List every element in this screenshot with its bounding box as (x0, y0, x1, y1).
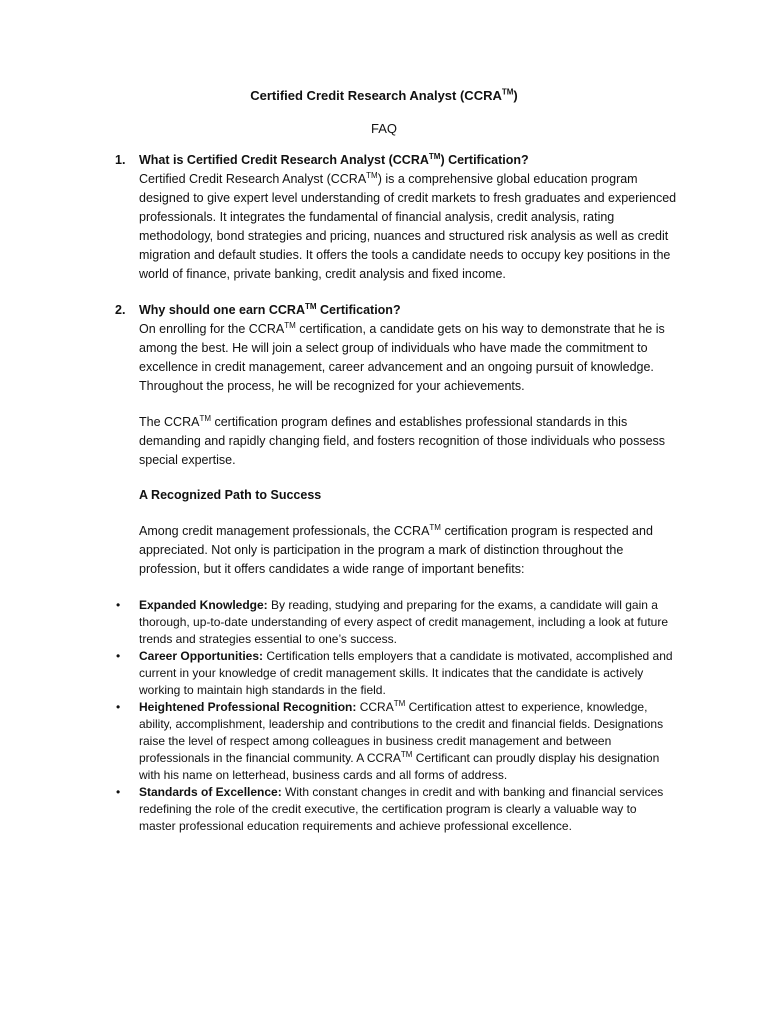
bullet-icon: • (116, 598, 121, 612)
list-item (0, 648, 674, 699)
q1-question-text: What is Certified Credit Research Analyst (CCRA (139, 153, 429, 167)
bullet-icon: • (116, 700, 121, 714)
q2-p2-body: certification program defines and establishes professional standards in this demanding and rapidly changing field, and fosters recognition of those individuals who possess special expertise. (139, 415, 666, 467)
q2-paragraph-3 (139, 522, 684, 579)
bullet-text: By reading, studying and preparing for the exams, a candidate will gain a thorough, up-to-date understanding of every aspect of credit management, including a look at future trends and strategies essential to one’s success. (139, 598, 668, 646)
q2-number: 2. (115, 303, 126, 317)
list-item (0, 784, 674, 835)
q2-p3-body: certification program is respected and appreciated. Not only is participation in the program a mark of distinction throughout the profession, but it offers candidates a wide range of important benefits: (139, 524, 653, 576)
q1-question-end: ) Certification? (440, 153, 529, 167)
q2-paragraph-2 (139, 413, 684, 470)
trademark-mark: TM (400, 750, 413, 759)
q2-p1-start: On enrolling for the CCRA (139, 322, 285, 336)
q2-p2-start: The CCRA (139, 415, 200, 429)
bullet-text: Certification tells employers that a candidate is motivated, accomplished and current in your knowledge of credit management skills. It indicates that the candidate is actively working to maintain high standards in the field. (139, 649, 673, 697)
list-item (0, 597, 674, 648)
q2-question (139, 301, 401, 320)
q1-answer-start: Certified Credit Research Analyst (CCRA (139, 172, 367, 186)
q1-question (139, 151, 529, 170)
title-close: ) (513, 88, 518, 103)
bullet-heading: Career Opportunities: (139, 649, 264, 663)
trademark-mark: TM (304, 301, 317, 311)
bullet-heading: Standards of Excellence: (139, 785, 282, 799)
bullet-icon: • (116, 649, 121, 663)
bullet-text: Certificant can proudly display his designation with his name on letterhead, business cards and all forms of address. (139, 751, 660, 782)
q2-question-text: Why should one earn CCRA (139, 303, 305, 317)
q2-question-end: Certification? (316, 303, 401, 317)
q1-answer-body: ) is a comprehensive global education program designed to give expert level understanding of credit markets to fresh graduates and experienced professionals. It integrates the fundamental of financial analysis, credit analysis, rating methodology, bond strategies and pricing, nuances and structured risk analysis as well as credit migration and default studies. It offers the tools a candidate needs to occupy key positions in the world of finance, private banking, credit analysis and fixed income. (139, 172, 677, 281)
bullet-text: CCRA (356, 700, 394, 714)
bullet-heading: Heightened Professional Recognition: (139, 700, 357, 714)
bullet-text: Certification attest to experience, knowledge, ability, accomplishment, leadership and contributions to the credit and financial fields. Designations raise the level of respect among colleagues in business credit management and between professionals in the financial community. A CCRA (139, 700, 664, 765)
trademark-mark: TM (393, 699, 406, 708)
document-title (0, 86, 768, 106)
title-text: Certified Credit Research Analyst (CCRA (250, 88, 502, 103)
q2-p3-start: Among credit management professionals, the CCRA (139, 524, 430, 538)
trademark-mark: TM (501, 87, 514, 97)
list-item (0, 699, 674, 784)
benefits-list (0, 597, 768, 835)
q1-answer (139, 170, 684, 283)
bullet-icon: • (116, 785, 121, 799)
subheading-recognized-path: A Recognized Path to Success (139, 488, 322, 502)
trademark-mark: TM (428, 151, 441, 161)
trademark-mark: TM (366, 170, 378, 180)
q1-number: 1. (115, 153, 126, 167)
trademark-mark: TM (199, 413, 211, 423)
q2-paragraph-1 (139, 320, 684, 396)
q2-p1-body: certification, a candidate gets on his way to demonstrate that he is among the best. He will join a select group of individuals who have made the commitment to excellence in credit management, career advancement and an ongoing pursuit of knowledge. Throughout the process, he will be recognized for your achievements. (139, 322, 665, 393)
trademark-mark: TM (284, 320, 296, 330)
bullet-heading: Expanded Knowledge: (139, 598, 268, 612)
bullet-text: With constant changes in credit and with banking and financial services redefining the role of the credit executive, the certification program is clearly a valuable way to master professional education requirements and achieve professional excellence. (139, 785, 664, 833)
trademark-mark: TM (429, 522, 441, 532)
document-subtitle: FAQ (370, 121, 397, 136)
